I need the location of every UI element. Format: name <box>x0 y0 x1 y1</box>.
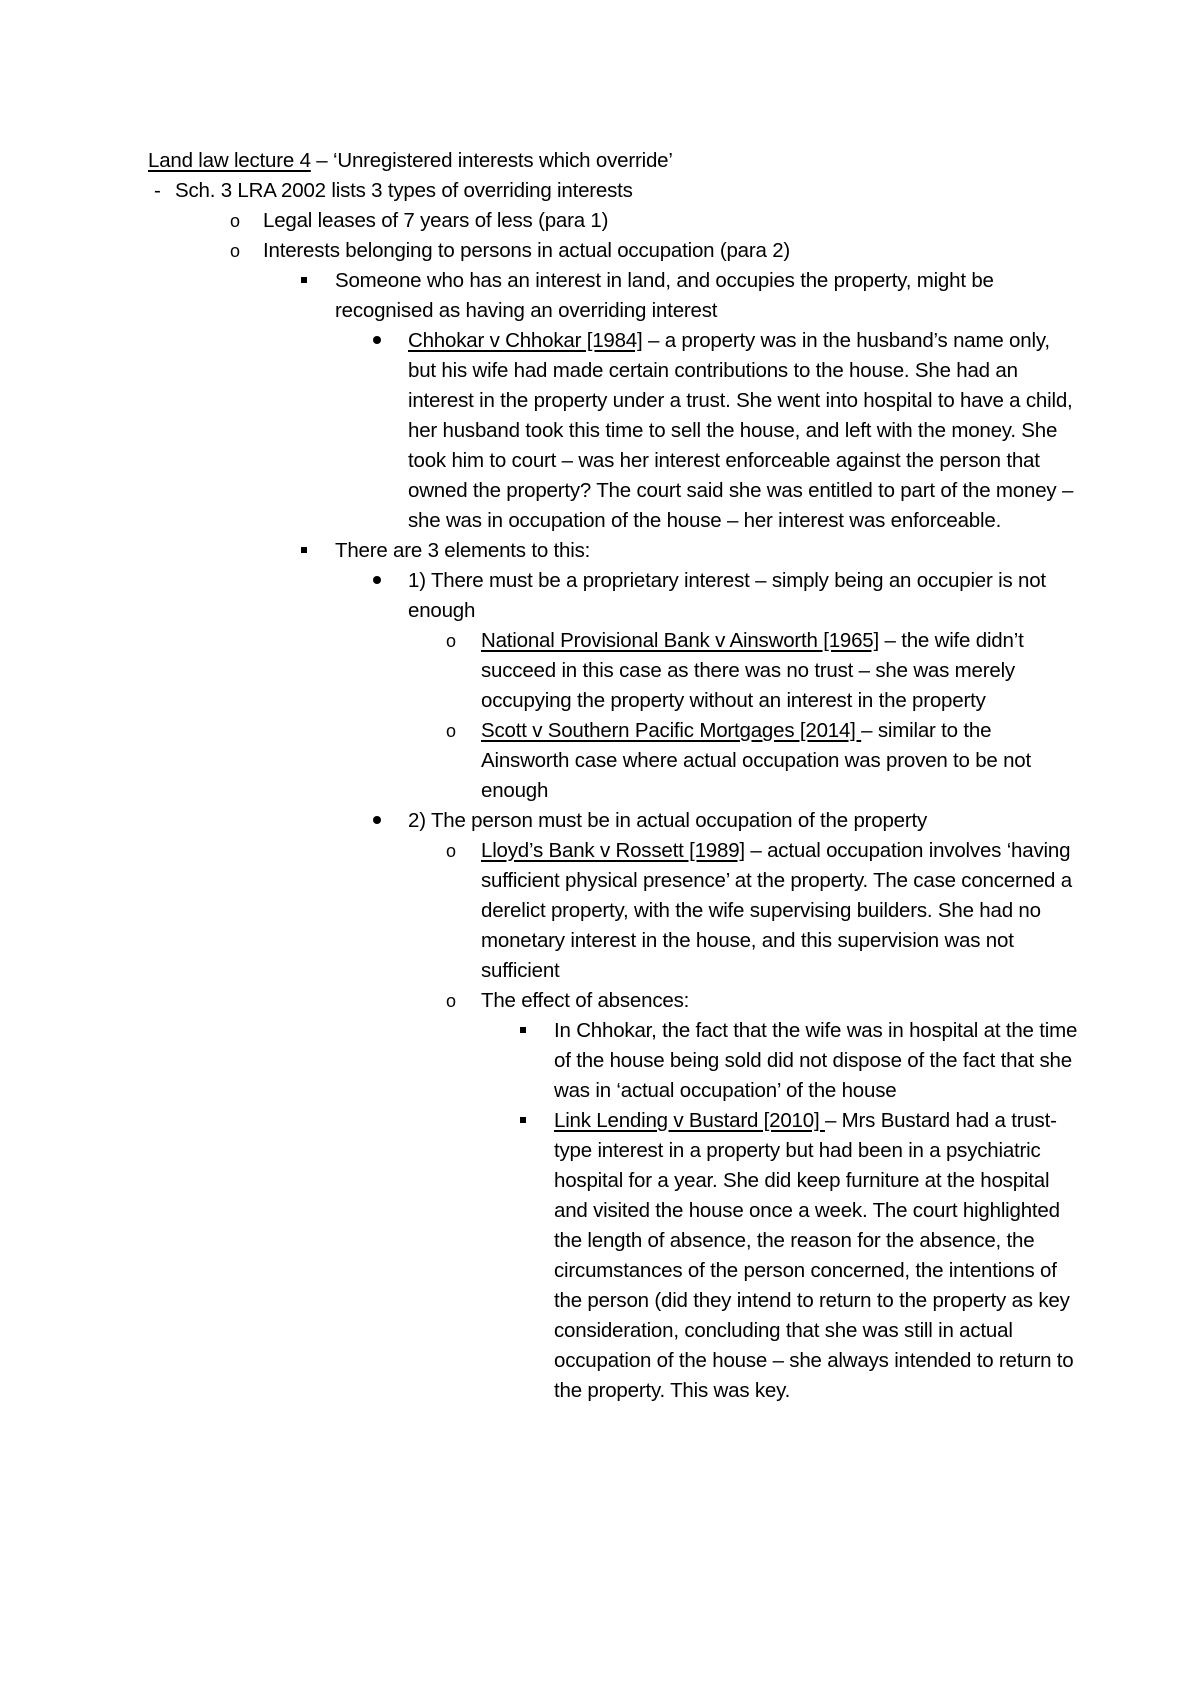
case-citation: Link Lending v Bustard [2010] <box>554 1109 825 1132</box>
outline-item <box>148 716 1078 806</box>
dot-bullet-icon <box>373 326 381 356</box>
item-body: 2) The person must be in actual occupation of the property <box>408 809 928 832</box>
circle-bullet-icon: o <box>446 991 456 1011</box>
outline-item-text <box>481 716 1078 806</box>
dot-bullet-icon <box>373 806 381 836</box>
outline-item <box>148 266 1078 326</box>
outline-item-text <box>481 626 1078 716</box>
item-body: – actual occupation involves ‘having sufficient physical presence’ at the property. The case concerned a derelict property, with the wife supervising builders. She had no monetary interest in the house, and this supervision was not sufficient <box>481 839 1072 982</box>
item-body: Sch. 3 LRA 2002 lists 3 types of overriding interests <box>175 179 633 202</box>
square-bullet-icon <box>520 1016 526 1046</box>
square-bullet-icon <box>301 536 307 566</box>
outline-item <box>148 986 1078 1016</box>
item-body: Legal leases of 7 years of less (para 1) <box>263 209 609 232</box>
item-body: Someone who has an interest in land, and occupies the property, might be recognised as having an overriding interest <box>335 269 994 322</box>
outline-item <box>148 806 1078 836</box>
outline-item-text <box>481 836 1078 986</box>
square-bullet-icon <box>301 266 307 296</box>
item-body: – similar to the Ainsworth case where actual occupation was proven to be not enough <box>481 719 1031 802</box>
page-title <box>148 146 1078 176</box>
outline-item-text <box>335 536 1078 566</box>
circle-bullet-icon: o <box>446 721 456 741</box>
item-body: Interests belonging to persons in actual occupation (para 2) <box>263 239 791 262</box>
outline-item-text <box>408 806 1078 836</box>
case-citation: National Provisional Bank v Ainsworth [1965] <box>481 629 880 652</box>
title-underlined: Land law lecture 4 <box>148 149 311 172</box>
outline-list <box>148 176 1078 1406</box>
outline-item-text <box>263 236 1078 266</box>
outline-item <box>148 536 1078 566</box>
case-citation: Chhokar v Chhokar [1984] <box>408 329 643 352</box>
item-body: The effect of absences: <box>481 989 690 1012</box>
circle-bullet-icon: o <box>230 211 240 231</box>
case-citation: Lloyd’s Bank v Rossett [1989] <box>481 839 745 862</box>
case-citation: Scott v Southern Pacific Mortgages [2014] <box>481 719 862 742</box>
outline-item-text <box>335 266 1078 326</box>
item-body: – the wife didn’t succeed in this case as there was no trust – she was merely occupying the property without an interest in the property <box>481 629 1024 712</box>
outline-item <box>148 626 1078 716</box>
dash-bullet-icon: - <box>154 179 161 202</box>
outline-item <box>148 236 1078 266</box>
outline-item <box>148 206 1078 236</box>
item-body: – Mrs Bustard had a trust-type interest in a property but had been in a psychiatric hospital for a year. She did keep furniture at the hospital and visited the house once a week. The court highlighted the length of absence, the reason for the absence, the circumstances of the person concerned, the intentions of the person (did they intend to return to the property as key consideration, concluding that she was still in actual occupation of the house – she always intended to return to the property. This was key. <box>554 1109 1074 1402</box>
outline-item-text <box>175 176 1078 206</box>
square-bullet-icon <box>520 1106 526 1136</box>
outline-item-text <box>481 986 1078 1016</box>
circle-bullet-icon: o <box>446 841 456 861</box>
circle-bullet-icon: o <box>230 241 240 261</box>
item-body: There are 3 elements to this: <box>335 539 591 562</box>
outline-item-text <box>263 206 1078 236</box>
dot-bullet-icon <box>373 566 381 596</box>
outline-item <box>148 1106 1078 1406</box>
outline-item <box>148 176 1078 206</box>
item-body: 1) There must be a proprietary interest – simply being an occupier is not enough <box>408 569 1046 622</box>
outline-item <box>148 326 1078 536</box>
outline-item-text <box>408 566 1078 626</box>
outline-item-text <box>408 326 1078 536</box>
document-body <box>148 146 1078 1406</box>
item-body: – a property was in the husband’s name only, but his wife had made certain contributions to the house. She had an interest in the property under a trust. She went into hospital to have a child, her husband took this time to sell the house, and left with the money. She took him to court – was her interest enforceable against the person that owned the property? The court said she was entitled to part of the money – she was in occupation of the house – her interest was enforceable. <box>408 329 1074 532</box>
circle-bullet-icon: o <box>446 631 456 651</box>
outline-item <box>148 836 1078 986</box>
outline-item-text <box>554 1016 1078 1106</box>
title-rest: – ‘Unregistered interests which override’ <box>310 149 673 172</box>
item-body: In Chhokar, the fact that the wife was in hospital at the time of the house being sold did not dispose of the fact that she was in ‘actual occupation’ of the house <box>554 1019 1078 1102</box>
outline-item <box>148 1016 1078 1106</box>
outline-item <box>148 566 1078 626</box>
outline-item-text <box>554 1106 1078 1406</box>
